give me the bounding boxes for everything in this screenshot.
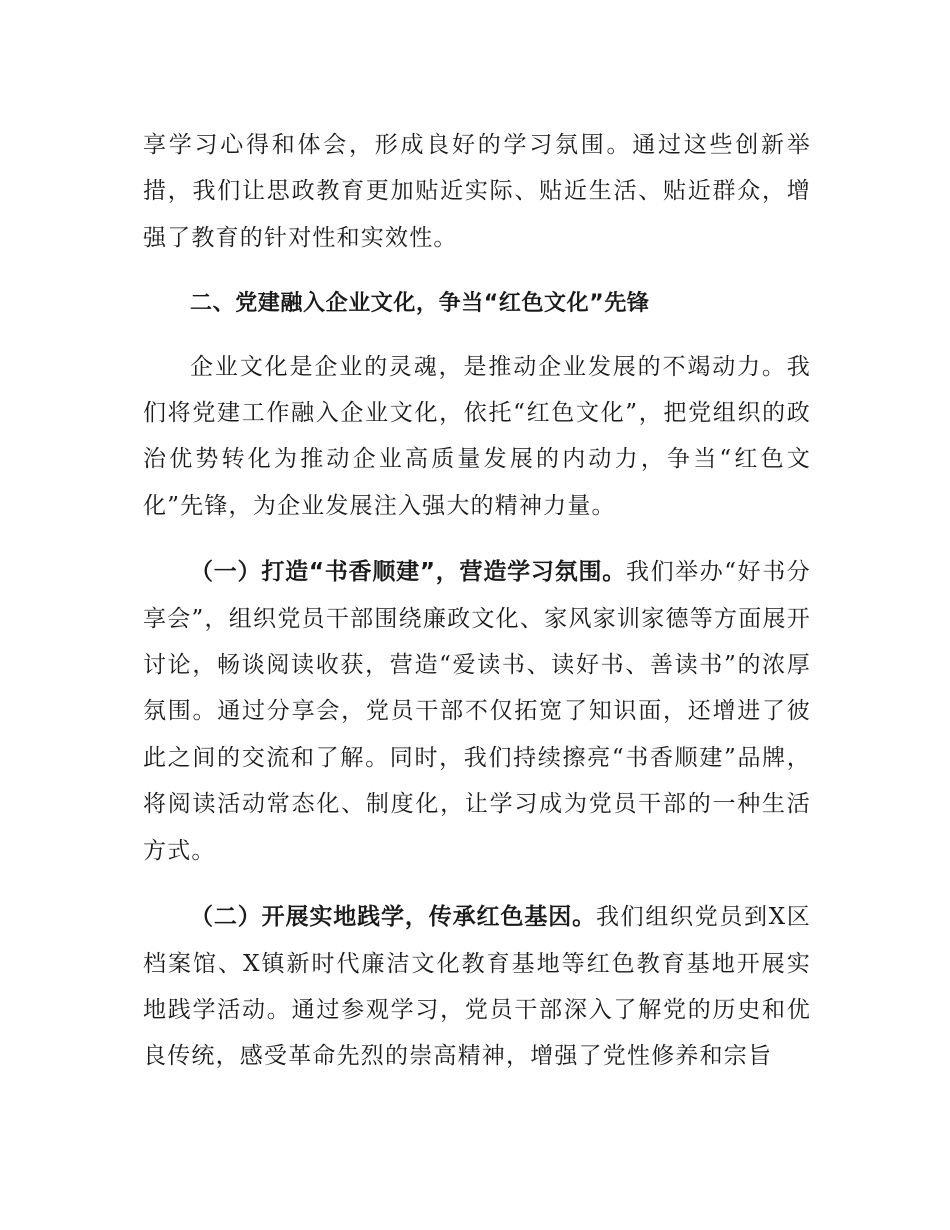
subsection-paragraph-1 — [143, 549, 811, 874]
subsection-lead-1: （一）打造“书香顺建”，营造学习氛围。 — [190, 559, 626, 586]
section-heading: 二、党建融入企业文化，争当“红色文化”先锋 — [190, 291, 650, 317]
subsection-paragraph-2 — [143, 894, 811, 1080]
subsection-body-1: 我们举办“好书分享会”，组织党员干部围绕廉政文化、家风家训家德等方面展开讨论，畅谈阅读收获，营造“爱读书、读好书、善读书”的浓厚氛围。通过分享会，党员干部不仅拓宽了知识面，还增进了彼此之间的交流和了解。同时，我们持续擦亮“书香顺建”品牌，将阅读活动常态化、制度化，让学习成为党员干部的一种生活方式。 — [143, 559, 811, 864]
section-intro-paragraph: 企业文化是企业的灵魂，是推动企业发展的不竭动力。我们将党建工作融入企业文化，依托“红色文化”，把党组织的政治优势转化为推动企业高质量发展的内动力，争当“红色文化”先锋，为企业发展注入强大的精神力量。 — [143, 353, 811, 519]
subsection-lead-2: （二）开展实地践学，传承红色基因。 — [190, 904, 596, 931]
document-page — [143, 122, 811, 1080]
subsection-body-2: 我们组织党员到X区档案馆、X镇新时代廉洁文化教育基地等红色教育基地开展实地践学活动。通过参观学习，党员干部深入了解党的历史和优良传统，感受革命先烈的崇高精神，增强了党性修养和宗旨 — [143, 904, 811, 1070]
paragraph-continuation: 享学习心得和体会，形成良好的学习氛围。通过这些创新举措，我们让思政教育更加贴近实际、贴近生活、贴近群众，增强了教育的针对性和实效性。 — [143, 132, 811, 251]
